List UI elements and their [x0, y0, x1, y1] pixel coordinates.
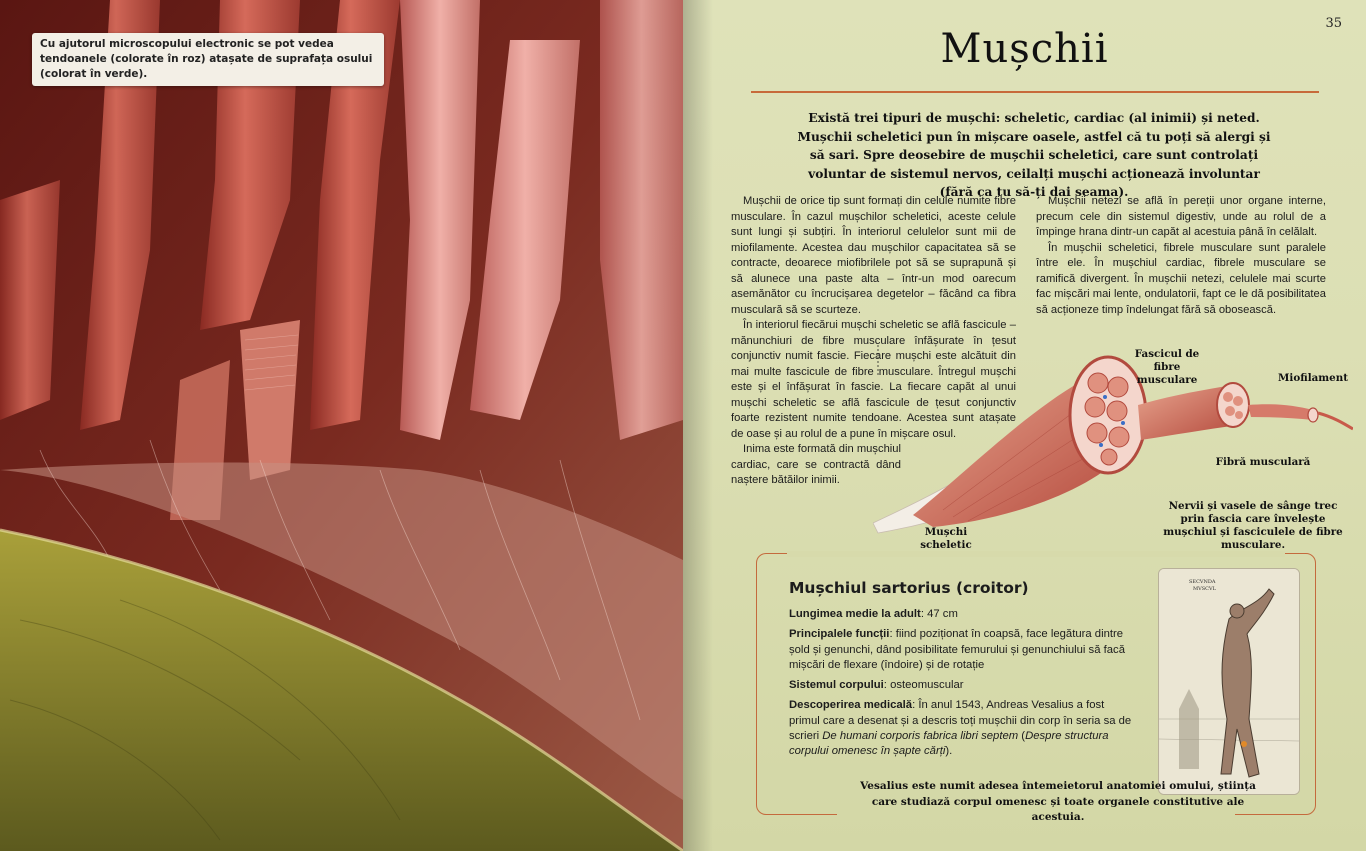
right-page — [683, 0, 1366, 851]
diagram-caption: Nervii și vasele de sânge trec prin fascia care învelește mușchiul și fasciculele de fibre musculare. — [1163, 500, 1343, 551]
paragraph: Mușchii de orice tip sunt formați din celule numite fibre musculare. În cazul mușchilor scheletici, aceste celule sunt lungi și subțiri. În interiorul celulelor sunt mii de miofilamente. Acestea dau mușchilor capacitatea să se contracte, deoarece miofibrilele pot să se suprapună și să alunece una paste alta – într-un mod oarecum asemănător cu încrucișarea degetelor – făcând ca fibra musculară să se scurteze. — [731, 195, 1016, 316]
fact-system — [789, 678, 1136, 693]
label-skeletal-muscle: Mușchi scheletic — [920, 526, 972, 551]
paragraph: În interiorul fiecărui mușchi scheletic se află fascicule – mănunchiuri de fibre musculare înfășurate în țesut conjunctiv numit fascie. Fiecare mușchi este alcătuit din mai multe fascicule de fibre musculare. Întregul mușchi este și el înfășurat în fascie. La fiecare capăt al unui mușchi scheletic se află fascicule de țesut conjunctiv foarte rezistent numite tendoane. Acestea sunt atașate de oase și au rolul de a pune în mișcare osul. — [731, 319, 1016, 440]
fact-value: : osteomuscular — [883, 679, 964, 692]
fact-value: : 47 cm — [920, 608, 958, 620]
fact-value: : fiind poziționat în coapsă, face legătura dintre șold și genunchi, dând posibilitate femurului și genunchiului să facă mișcări de flexare (îndoire) și de rotație — [789, 628, 1125, 671]
fact-label: Sistemul corpului — [789, 679, 884, 692]
fact-value: ( — [1018, 730, 1026, 743]
vesalius-anatomy-engraving — [1158, 568, 1300, 795]
label-myofilament: Miofilament — [1278, 372, 1348, 384]
svg-text:MVSCVL: MVSCVL — [1193, 586, 1216, 592]
fact-length — [789, 607, 1136, 622]
frame-gap-top — [787, 551, 1285, 557]
paragraph: În mușchii scheletici, fibrele musculare sunt paralele între ele. În mușchiul cardiac, fibrele musculare se ramifică divergent. În mușchii netezi, celulele mai scurte fac mișcări mai lente, ondulatorii, fapt ce le dă posibilitatea să acționeze timp îndelungat fără să obosească. — [1036, 241, 1326, 316]
fact-discovery — [789, 698, 1136, 759]
label-muscle-fiber: Fibră musculară — [1215, 456, 1311, 468]
text-column-2 — [1036, 194, 1326, 318]
sartorius-info — [789, 579, 1136, 765]
book-title: De humani corporis fabrica libri septem — [822, 730, 1019, 743]
vesalius-caption: Vesalius este numit adesea întemeietorul anatomiei omului, știința care studiază corpul omenesc și toate organele constitutive ale acestuia. — [860, 780, 1256, 823]
svg-text:SECVNDA: SECVNDA — [1189, 579, 1216, 585]
book-title-translation: Despre structura corpului omenesc în șapte cărți — [789, 730, 1109, 758]
infobox-title: Mușchiul sartorius (croitor) — [789, 579, 1029, 597]
fact-functions — [789, 627, 1136, 673]
fact-label: Lungimea medie la adult — [789, 608, 921, 620]
paragraph: Inima este formată din mușchiul cardiac, care se contractă dând naștere bătăilor inimii. — [731, 443, 901, 486]
label-fascicle: Fascicul de fibre musculare — [1134, 348, 1200, 386]
intro-paragraph: Există trei tipuri de mușchi: scheletic, cardiac (al inimii) și neted. Mușchii scheletici pun în mișcare oasele, astfel că tu poți să alergi și să sari. Spre deosebire de mușchii scheletici, care sunt controlați voluntar de sistemul nervos, ceilalți mușchi acționează involuntar (fără ca tu să-ți dai seama). — [797, 111, 1271, 199]
engraving-illustration — [1159, 569, 1299, 794]
micrograph-caption: Cu ajutorul microscopului electronic se pot vedea tendoanele (colorate în roz) atașate de suprafața osului (colorat în verde). — [32, 33, 384, 86]
page-gutter-shadow — [683, 0, 713, 851]
title-divider — [751, 91, 1319, 93]
fact-label: Principalele funcții — [789, 628, 890, 641]
page-number: 35 — [1325, 16, 1342, 31]
page-title: Mușchii — [940, 26, 1109, 72]
fact-label: Descoperirea medicală — [789, 699, 913, 712]
fact-value: ). — [945, 745, 953, 758]
fact-value: : În anul 1543, Andreas Vesalius a fost primul care a desenat și a descris toți mușchii din corp în seria sa de scrieri — [789, 699, 1132, 743]
paragraph: Mușchii netezi se află în pereții unor organe interne, precum cele din sistemul digestiv, unde au rolul de a împinge hrana dintr-un capăt al acestuia până în celălalt. — [1036, 195, 1326, 238]
